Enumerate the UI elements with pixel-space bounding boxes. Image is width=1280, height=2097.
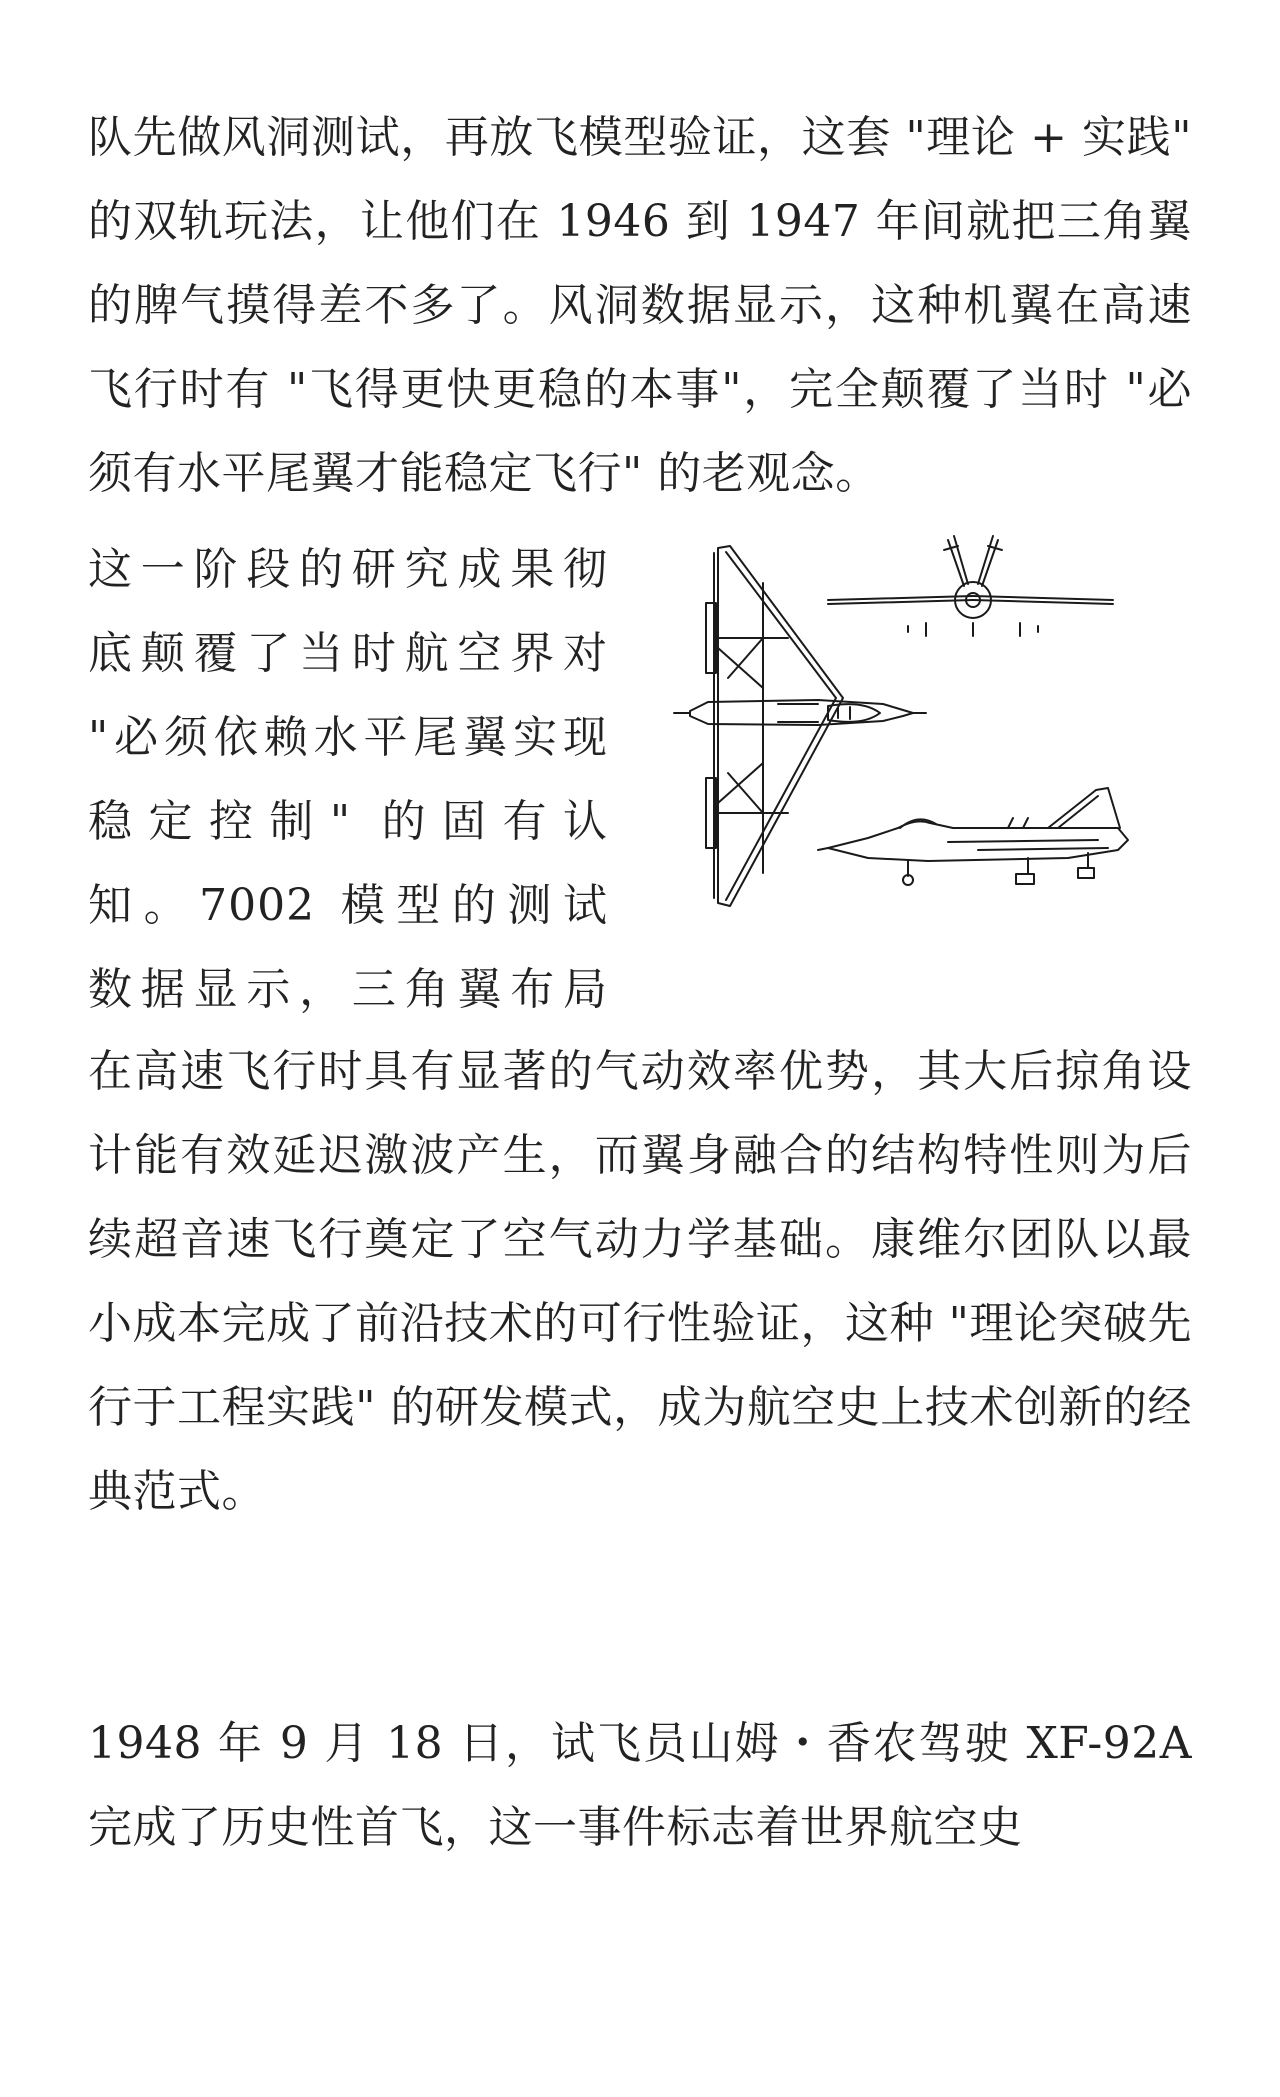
paragraph-first-flight: 1948 年 9 月 18 日，试飞员山姆・香农驾驶 XF-92A 完成了历史性首飞，这一事件标志着世界航空史 (88, 1718, 1192, 1853)
text-line: 这一阶段的研究成果彻 (88, 544, 608, 595)
aircraft-drawing (668, 528, 1192, 973)
aircraft-three-view-figure (668, 528, 1192, 973)
paragraph-gap (88, 1534, 1192, 1702)
article-body (88, 96, 1192, 1870)
top-view-drawing (674, 546, 926, 906)
paragraph-wind-tunnel: 队先做风洞测试，再放飞模型验证，这套 "理论 + 实践" 的双轨玩法，让他们在 1946 到 1947 年间就把三角翼的脾气摸得差不多了。风洞数据显示，这种机翼在高速飞行时有 "飞得更快更稳的本事"，完全颠覆了当时 "必须有水平尾翼才能稳定飞行" 的老观念。 (88, 112, 1192, 499)
text-line: "必须依赖水平尾翼实现 (88, 712, 608, 763)
text-line: 底颠覆了当时航空界对 (88, 628, 608, 679)
side-view-drawing (818, 788, 1128, 885)
text-line: 数据显示，三角翼布局 (88, 964, 608, 1015)
text-line: 稳定控制" 的固有认 (88, 796, 608, 847)
paragraph-research-conclusion: 在高速飞行时具有显著的气动效率优势，其大后掠角设计能有效延迟激波产生，而翼身融合的结构特性则为后续超音速飞行奠定了空气动力学基础。康维尔团队以最小成本完成了前沿技术的可行性验证，这种 "理论突破先行于工程实践" 的研发模式，成为航空史上技术创新的经典范式。 (88, 1046, 1192, 1517)
front-view-drawing (828, 536, 1113, 636)
paragraph-research-intro (88, 528, 608, 1032)
text-line: 知。7002 模型的测试 (88, 880, 608, 931)
figure-wrap-block (88, 528, 1192, 1030)
